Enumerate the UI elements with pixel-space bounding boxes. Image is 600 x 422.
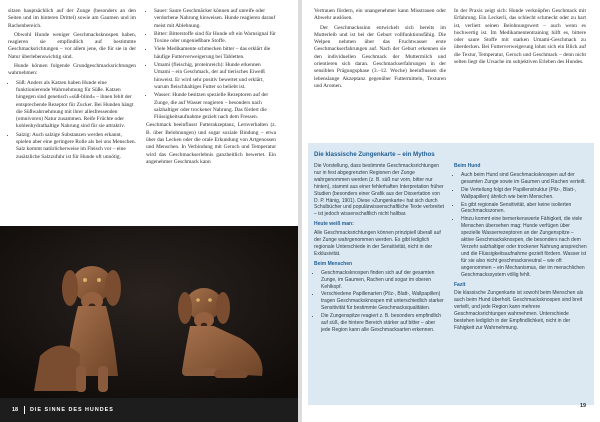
- page-number: 18: [12, 407, 18, 413]
- list-item: • Die Zungenspitze reagiert z. B. besonders empfindlich auf süß, die hintere Bereich stärker auf bitter – aber jede Region kann alle Geschmacksarten erkennen.: [321, 313, 446, 334]
- subheading: Heute weiß man:: [314, 221, 354, 228]
- list-item: • Die Verteilung folgt der Papillenstruktur (Pilz-, Blatt-, Wallpapillen) ähnlich wie beim Menschen.: [461, 187, 588, 201]
- list-item: • Verschiedene Papillenarten (Pilz-, Blatt-, Wallpapillen) tragen Geschmacksknospen mit unterschiedlich starker Sensitivität für bestimmte Geschmacksqualitäten.: [321, 291, 446, 312]
- left-page: [0, 0, 298, 422]
- info-box-heading: Die klassische Zungenkarte – ein Mythos: [314, 151, 435, 158]
- paragraph: Der Geschmackssinn entwickelt sich bereits im Mutterleib und ist bei der Geburt vollfunktionsfähig. Die Welpen nehmen über das Fruchtwasser erste Geschmackserfahrungen auf. Nach der Geburt erkennen sie den individuellen Geschmack der Muttermilch und orientieren sich daran. Geschmackserfahrungen in der sensiblen Prägungsphase (3.–12. Woche) beeinflussen die lebenslange Akzeptanz gegenüber Futtermitteln, Texturen und Aromen.: [314, 24, 446, 89]
- left-text-column-1: [8, 8, 136, 162]
- list-item: • Auch beim Hund sind Geschmacksknospen auf der gesamten Zunge sowie im Gaumen und Rachen verteilt.: [461, 172, 588, 186]
- list-item: • Es gibt regionale Sensitivität, aber keine isolierten Geschmackszonen.: [461, 202, 588, 216]
- page-number: 19: [580, 403, 586, 409]
- paragraph: Obwohl Hunde weniger Geschmacksknospen haben, reagieren sie empfindlich auf bestimmte Geschmacksrichtungen – vor allem jene, die für sie in der Natur überlebenswichtig sind.: [8, 31, 136, 60]
- right-text-column-2: [454, 8, 586, 68]
- paragraph: Die klassische Zungenkarte ist sowohl beim Menschen als auch beim Hund überholt. Geschmacksknospen sind breit verteilt, und jede Region kann mehrere Geschmacksrichtungen wahrnehmen. Unterschiede bestehen lediglich in der Empfindlichkeit, nicht in der Fähigkeit zur Wahrnehmung.: [454, 290, 584, 331]
- info-box-column-2: [454, 163, 588, 334]
- right-text-column-1: [314, 8, 446, 92]
- subheading: Beim Menschen: [314, 260, 353, 267]
- paragraph: Geschmack beeinflusst Futterakzeptanz, Lernverhalten (z. B. über Belohnungen) und sogar soziale Bindung – etwa über das Lecken oder die orale Erkundung von Artgenossen und Menschen. In Verbindung mit Geruch und Temperatur wird das Geschmackserlebnis ganzheitlich bewertet. Ein angenehmer Geschmack kann: [146, 122, 276, 165]
- info-box: [308, 143, 594, 405]
- left-text-column-2: [146, 8, 276, 168]
- subheading: Fazit: [454, 281, 466, 288]
- paragraph: sitzen hauptsächlich auf der Zunge (besonders an den Seiten und im hinteren Drittel) sowie am Gaumen und im Rachenbereich.: [8, 8, 136, 29]
- info-box-column-1: [314, 163, 446, 335]
- list-item: • Viele Medikamente schmecken bitter – das erklärt die häufige Futterverweigerung bei Tabletten.: [154, 46, 276, 61]
- list-item: • Hinzu kommt eine bemerkenswerte Fähigkeit, die viele Menschen übersehen mag: Hunde verfügen über spezielle Wasserrezeptoren an der Zungenspitze – aktive Geschmacksknospen, die besonders nach dem Verzehr salzhaltiger oder trockener Nahrung ansprechen und die Flüssigkeitsaufnahme gezielt fördern. Wasser ist für sie also nicht geschmacksneutral – wie oft angenommen – ein Mechanismus, der im menschlichen Geschmackssystem völlig fehlt.: [461, 216, 588, 278]
- paragraph: Vertrauen fördern, ein unangenehmer kann Misstrauen oder Abwehr auslösen.: [314, 8, 446, 22]
- human-list: [314, 270, 446, 334]
- list-item: • Salzig: Auch salzige Substanzen werden erkannt, spielen aber eine geringere Rolle als bei uns Menschen. Salz kommt natürlicherweise im Fleisch vor – eine zusätzliche Salzzufuhr ist für Hunde oft unnötig.: [16, 132, 136, 161]
- list-item: • Wasser: Hunde besitzen spezielle Rezeptoren auf der Zunge, die auf Wasser reagieren – besonders nach salzhaltiger oder trockener Nahrung. Das fördert die Flüssigkeitsaufnahme gezielt nach dem Fressen.: [154, 92, 276, 121]
- subheading: Beim Hund: [454, 163, 481, 169]
- list-item: • Bitter: Bitterstoffe sind für Hunde oft ein Warnsignal für Toxine oder ungenießbare Stoffe.: [154, 31, 276, 46]
- paragraph: In der Praxis zeigt sich: Hunde verknüpfen Geschmack mit Erfahrung. Ein Leckerli, das schlecht schmeckt oder zu hart ist, verliert seinen Belohnungswert – auch wenn es hochwertig ist. Im Medikamententraining hilft es, bittere oder saure Stoffe mit starken Umami-Geschmack zu überdecken. Bei Futterverweigerung lohnt sich ein Blick auf die Textur, Temperatur, Geruch und Geschmack – denn nicht selten liegt die Ursache im subjektiven Erleben des Hundes.: [454, 8, 586, 66]
- footer-divider: [24, 406, 25, 414]
- list-item: • Sauer: Saure Geschmäcker können auf unreife oder verdorbene Nahrung hinweisen. Hunde reagieren darauf meist mit Ablehnung.: [154, 8, 276, 30]
- paragraph: Die Vorstellung, dass bestimmte Geschmacksrichtungen nur in fest abgegrenzten Regionen der Zunge wahrgenommen werden (z. B. süß nur vorn, bitter nur hinten), stammt aus einer fehlerhaften Interpretation früher Studien (besonders einer Grafik aus der Dissertation von D. P. Hänig, 1901). Diese »Zungenkarte« hat sich durch Schulbücher und populärwissenschaftliche Texte verbreitet – ist jedoch wissenschaftlich nicht haltbar.: [314, 163, 444, 218]
- dogs-photo: [0, 226, 298, 398]
- list-item: • Umami (fleischig, proteinreich): Hunde erkennen Umami – ein Geschmack, der auf tierisches Eiweiß hinweist. Er wird sehr positiv bewertet und erklärt, warum fleischhaltiges Futter so beliebt ist.: [154, 62, 276, 91]
- taste-list: [146, 8, 276, 121]
- paragraph: Alle Geschmacksrichtungen können prinzipiell überall auf der Zunge wahrgenommen werden. Es gibt lediglich regionale Unterschiede in der Sensitivität, nicht in der Exklusivität.: [314, 230, 441, 257]
- dogs-photo-image: [0, 226, 298, 398]
- dog-list: [454, 172, 588, 279]
- paragraph: Hunde können folgende Grundgeschmacksrichtungen wahrnehmen:: [8, 63, 136, 77]
- list-item: • Geschmacksknospen finden sich auf der gesamten Zunge, im Gaumen, Rachen und sogar im oberen Kehlkopf.: [321, 270, 446, 291]
- right-page: [302, 0, 600, 422]
- page-footer: [0, 398, 298, 422]
- running-title: DIE SINNE DES HUNDES: [30, 407, 114, 413]
- taste-list: [8, 80, 136, 161]
- list-item: • Süß: Anders als Katzen haben Hunde eine funktionierende Wahrnehmung für Süße. Katzen hingegen sind genetisch »süß-blind« – ihnen fehlt der entsprechende Rezeptor für Zucker. Bei Hunden hängt die Süßwahrnehmung mit ihrer allesfressenden (omnivoren) Natur zusammen. Reife Früchte oder kohlenhydrathaltige Nahrung sind für sie attraktiv.: [16, 80, 136, 131]
